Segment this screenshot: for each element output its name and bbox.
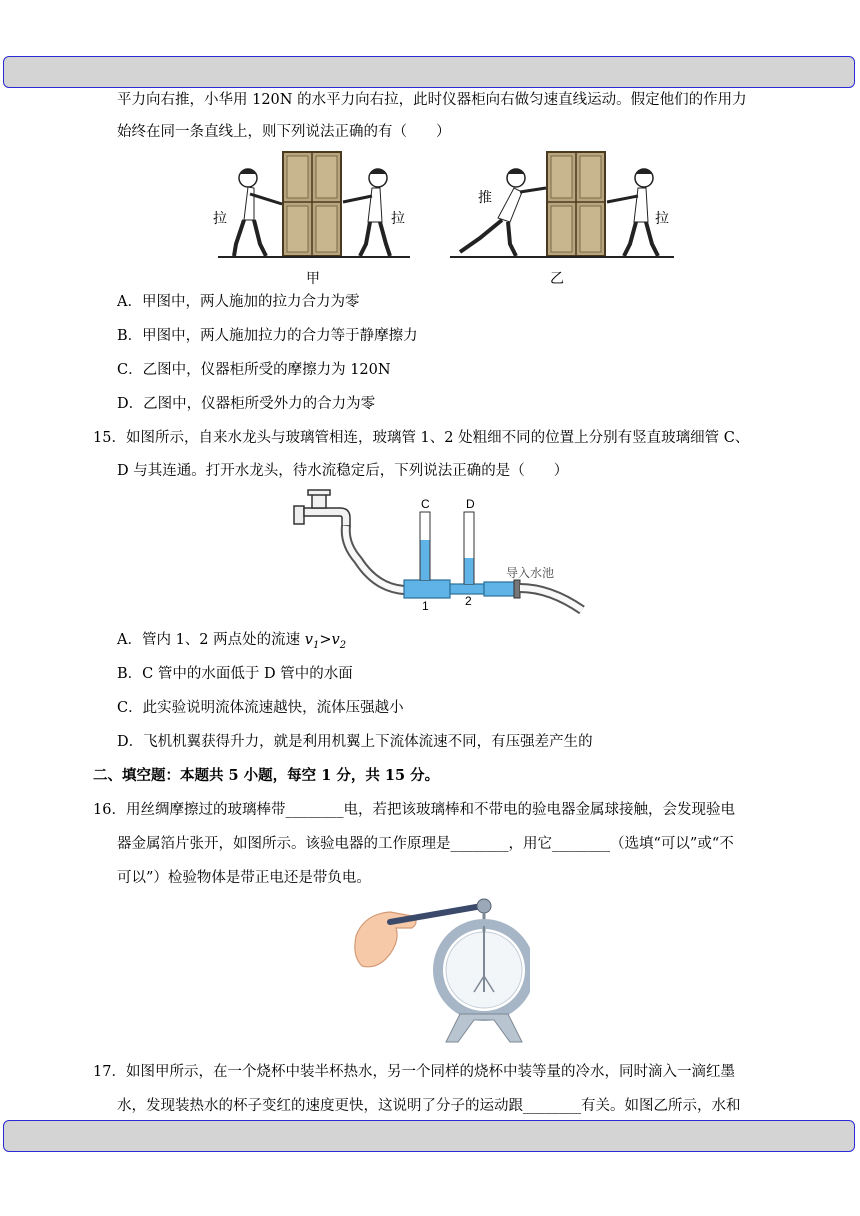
label-c: C	[421, 497, 430, 511]
v2-subscript: 2	[339, 639, 347, 651]
electroscope-figure	[350, 896, 530, 1046]
electroscope-stand	[446, 1014, 522, 1042]
q14-line-1: 平力向右推，小华用 120N 的水平力向右拉，此时仪器柜向右做匀速直线运动。假定他们的作用力	[117, 92, 747, 108]
faucet-figure	[288, 484, 598, 616]
q14-line-2: 始终在同一条直线上，则下列说法正确的有（ ）	[117, 124, 451, 140]
q14-option-b: B．甲图中，两人施加拉力的合力等于静摩擦力	[117, 328, 418, 344]
q14-option-d: D．乙图中，仪器柜所受外力的合力为零	[117, 396, 376, 412]
q16-line-1: 16．用丝绸摩擦过的玻璃棒带________电，若把该玻璃棒和不带电的验电器金属球接触，会发现验电	[93, 802, 735, 818]
label-pull-left: 拉	[213, 211, 227, 227]
metal-ball	[477, 899, 491, 913]
q15-option-b: B．C 管中的水面低于 D 管中的水面	[117, 666, 353, 682]
q16-line-2: 器金属箔片张开，如图所示。该验电器的工作原理是________，用它________（选填“可以”或“不	[117, 836, 734, 852]
section-2-heading: 二、填空题：本题共 5 小题，每空 1 分，共 15 分。	[93, 767, 440, 784]
tube-c	[420, 512, 430, 580]
q17-line-1: 17．如图甲所示，在一个烧杯中装半杯热水，另一个同样的烧杯中装等量的冷水，同时滴入一滴红墨	[93, 1064, 735, 1080]
q15-option-d: D．飞机机翼获得升力，就是利用机翼上下流体流速不同，有压强差产生的	[117, 734, 593, 750]
cabinet-figure	[210, 148, 680, 288]
person-pulling-left	[234, 169, 282, 256]
tube-d	[464, 512, 474, 584]
q15-line-2: D 与其连通。打开水龙头，待水流稳定后，下列说法正确的是（ ）	[117, 463, 569, 479]
q16-line-3: 可以”）检验物体是带正电还是带负电。	[117, 870, 371, 886]
q14-option-a: A．甲图中，两人施加的拉力合力为零	[117, 294, 360, 310]
q15-option-c: C．此实验说明流体流速越快，流体压强越小	[117, 700, 404, 716]
q17-line-2: 水，发现装热水的杯子变红的速度更快，这说明了分子的运动跟________有关。如图乙所示，水和	[117, 1098, 741, 1114]
q15-line-1: 15．如图所示，自来水龙头与玻璃管相连，玻璃管 1、2 处粗细不同的位置上分别有竖直玻璃细管 C、	[93, 430, 750, 446]
label-2: 2	[465, 594, 472, 608]
v1-subscript: 1	[312, 639, 320, 651]
caption-yi: 乙	[550, 271, 564, 287]
wide-section-1	[404, 580, 450, 598]
person-pushing	[460, 169, 546, 256]
q15-option-a-text: A．管内 1、2 两点处的流速	[117, 632, 305, 648]
person-pulling-right	[343, 169, 390, 256]
greater-than: >	[319, 632, 332, 648]
label-pull-right-2: 拉	[655, 211, 669, 227]
faucet-icon	[294, 490, 350, 526]
outlet-section	[484, 582, 516, 596]
label-1: 1	[422, 599, 429, 613]
cabinet-left	[283, 152, 341, 256]
label-push: 推	[478, 190, 492, 206]
label-pull-right: 拉	[391, 211, 405, 227]
label-outlet: 导入水池	[506, 566, 555, 580]
label-d: D	[466, 497, 475, 511]
v2-symbol: v	[331, 632, 340, 648]
v1-symbol: v	[304, 632, 313, 648]
outlet-clamp	[514, 580, 520, 598]
header-band	[3, 56, 855, 88]
footer-band	[3, 1120, 855, 1152]
caption-jia: 甲	[306, 271, 320, 287]
narrow-section-2	[450, 584, 484, 594]
q15-option-a	[117, 630, 346, 656]
person-pulling-right-2	[607, 169, 658, 256]
cabinet-right	[547, 152, 605, 256]
q14-option-c: C．乙图中，仪器柜所受的摩擦力为 120N	[117, 362, 391, 378]
